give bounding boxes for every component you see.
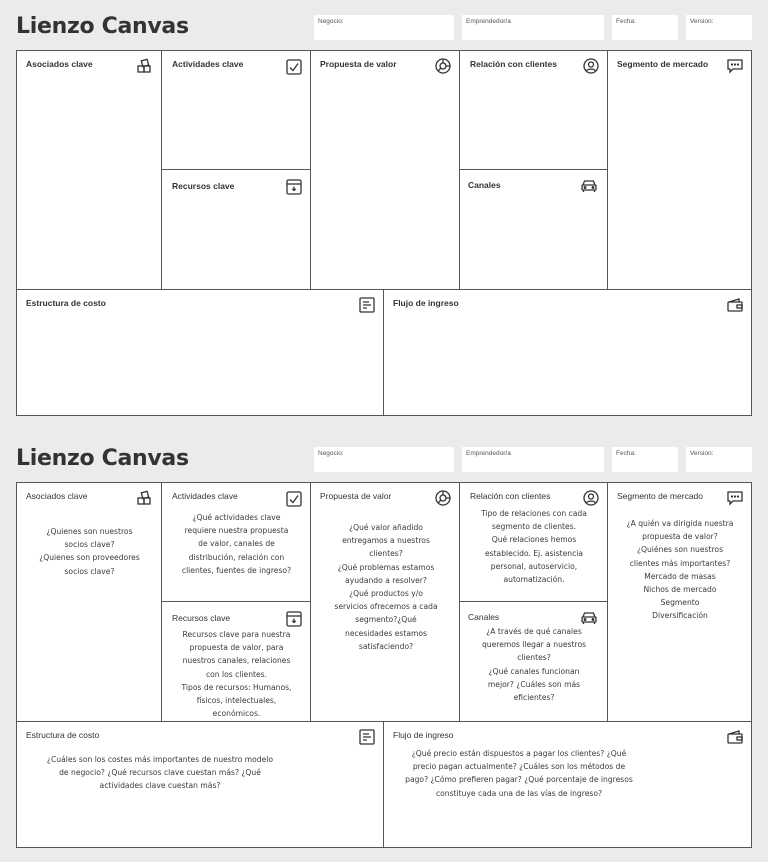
cell-estructura-de-costo[interactable]: [17, 721, 384, 847]
cell-propuesta-de-valor[interactable]: [311, 51, 460, 289]
checkbox-icon: [285, 58, 303, 76]
wallet-icon: [726, 728, 744, 746]
document-lines-icon: [358, 728, 376, 746]
cell-relacion-con-clientes[interactable]: [460, 483, 608, 602]
wallet-icon: [726, 296, 744, 314]
canvas-panel-blank: [0, 0, 768, 430]
cell-asociados-clave[interactable]: [17, 483, 162, 721]
cell-title: Segmento de mercado: [617, 491, 703, 501]
pie-chart-icon: [434, 489, 452, 507]
chat-bubble-icon: [726, 57, 744, 75]
cell-title: Asociados clave: [26, 491, 88, 501]
cell-recursos-clave[interactable]: [162, 602, 311, 721]
version-field[interactable]: Version:: [686, 15, 752, 40]
cell-title: Flujo de ingreso: [393, 730, 454, 740]
cell-canales[interactable]: [460, 602, 608, 721]
checkbox-icon: [285, 490, 303, 508]
emprendedor-field[interactable]: Emprendedor/a: [462, 447, 604, 472]
cell-title: Canales: [468, 612, 500, 622]
archive-box-icon: [285, 178, 303, 196]
cell-segmento-de-mercado[interactable]: [608, 483, 751, 721]
cell-title: Relación con clientes: [470, 59, 557, 69]
version-field[interactable]: Version:: [686, 447, 752, 472]
fecha-field[interactable]: Fecha:: [612, 15, 678, 40]
user-circle-icon: [582, 57, 600, 75]
cell-title: Propuesta de valor: [320, 491, 392, 501]
pie-chart-icon: [434, 57, 452, 75]
cell-flujo-de-ingreso[interactable]: [384, 721, 751, 847]
user-circle-icon: [582, 489, 600, 507]
cell-asociados-clave[interactable]: [17, 51, 162, 289]
cell-propuesta-de-valor[interactable]: [311, 483, 460, 721]
cell-title: Asociados clave: [26, 59, 93, 69]
negocio-field[interactable]: Negocio:: [314, 447, 454, 472]
cell-actividades-clave[interactable]: [162, 51, 311, 170]
page-title: Lienzo Canvas: [16, 14, 189, 39]
cell-flujo-de-ingreso[interactable]: [384, 289, 751, 415]
cell-title: Actividades clave: [172, 491, 238, 501]
cell-description: ¿Quienes son nuestros socios clave? ¿Quienes son proveedores socios clave?: [39, 527, 140, 576]
cell-relacion-con-clientes[interactable]: [460, 51, 608, 170]
cell-recursos-clave[interactable]: [162, 170, 311, 289]
partners-blocks-icon: [136, 489, 154, 507]
document-lines-icon: [358, 296, 376, 314]
cell-title: Segmento de mercado: [617, 59, 709, 69]
emprendedor-field[interactable]: Emprendedor/a: [462, 15, 604, 40]
fecha-field[interactable]: Fecha:: [612, 447, 678, 472]
cell-description: ¿Qué precio están dispuestos a pagar los clientes? ¿Qué precio pagan actualmente? ¿Cuáles son los métodos de pago? ¿Cómo prefieren pagar? ¿Qué porcentaje de ingresos constituye cada una de las vías de ingreso?: [405, 749, 633, 798]
cell-actividades-clave[interactable]: [162, 483, 311, 602]
chat-bubble-icon: [726, 489, 744, 507]
cell-title: Estructura de costo: [26, 730, 100, 740]
cell-title: Recursos clave: [172, 613, 231, 623]
partners-blocks-icon: [136, 57, 154, 75]
cell-title: Flujo de ingreso: [393, 298, 459, 308]
cell-title: Relación con clientes: [470, 491, 551, 501]
business-model-canvas: [16, 482, 752, 848]
cell-title: Actividades clave: [172, 59, 244, 69]
cell-title: Propuesta de valor: [320, 59, 397, 69]
truck-icon: [580, 177, 598, 195]
cell-description: ¿A quién va dirigida nuestra propuesta de valor? ¿Quiénes son nuestros clientes más importantes? Mercado de masas Nichos de mercado Segmento Diversificación: [626, 519, 734, 621]
cell-estructura-de-costo[interactable]: [17, 289, 384, 415]
cell-title: Canales: [468, 180, 501, 190]
business-model-canvas: [16, 50, 752, 416]
cell-description: ¿Cuáles son los costes más importantes de nuestro modelo de negocio? ¿Qué recursos clave cuestan más? ¿Qué actividades clave cuestan más?: [46, 755, 274, 791]
cell-description: ¿A través de qué canales queremos llegar a nuestros clientes? ¿Qué canales funcionan mejor? ¿Cuáles son más eficientes?: [481, 627, 587, 703]
canvas-panel-guide: [0, 432, 768, 862]
cell-title: Estructura de costo: [26, 298, 106, 308]
cell-description: Recursos clave para nuestra propuesta de valor, para nuestros canales, relaciones con los clientes. Tipos de recursos: Humanos, físicos, intelectuales, económicos.: [181, 630, 292, 719]
archive-box-icon: [285, 610, 303, 628]
negocio-field[interactable]: Negocio:: [314, 15, 454, 40]
cell-segmento-de-mercado[interactable]: [608, 51, 751, 289]
cell-description: ¿Qué actividades clave requiere nuestra propuesta de valor, canales de distribución, relación con clientes, fuentes de ingreso?: [181, 513, 292, 575]
cell-description: Tipo de relaciones con cada segmento de clientes. Qué relaciones hemos establecido. Ej. asistencia personal, autoservicio, automatización.: [481, 509, 587, 585]
cell-canales[interactable]: [460, 170, 608, 289]
cell-description: ¿Qué valor añadido entregamos a nuestros clientes? ¿Qué problemas estamos ayudando a resolver? ¿Qué productos y/o servicios ofrecemos a cada segmento?¿Qué necesidades estamos satisfaciendo?: [334, 523, 438, 651]
cell-title: Recursos clave: [172, 181, 235, 191]
page-title: Lienzo Canvas: [16, 446, 189, 471]
